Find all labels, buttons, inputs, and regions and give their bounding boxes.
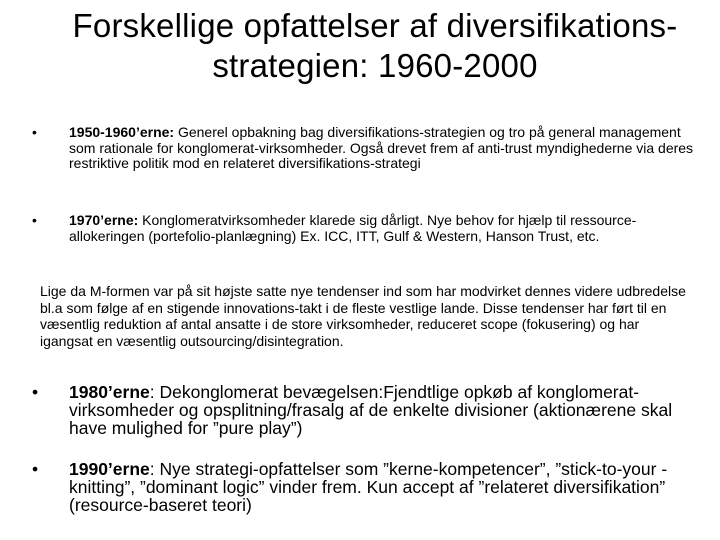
- bullet-icon: •: [32, 212, 37, 228]
- bullet-icon: •: [32, 459, 39, 479]
- bullet-body: : Nye strategi-opfattelser som ”kerne-kompetencer”, ”stick-to-your -knitting”, ”dominant logic” vinder frem. Kun accept af ”relateret diversifikation” (resource-baseret teori): [69, 459, 668, 515]
- bullet-lead: 1950-1960’erne:: [69, 124, 175, 140]
- bullet-lead: 1980’erne: [69, 382, 150, 402]
- bullet-body: Generel opbakning bag diversifikations-strategien og tro på general management som rationale for konglomerat-virksomheder. Også drevet frem af anti-trust myndighederne via deres restriktive politik mod en relateret diversifikations-strategi: [69, 124, 694, 171]
- bullet-text: [69, 383, 699, 437]
- bullet-text: [69, 213, 699, 244]
- bullet-icon: •: [32, 124, 37, 140]
- bullet-lead: 1990’erne: [69, 459, 150, 479]
- bullet-icon: •: [32, 382, 39, 402]
- bullet-body: Konglomeratvirksomheder klarede sig dårligt. Nye behov for hjælp til ressource-allokeringen (portefolio-planlægning) Ex. ICC, ITT, Gulf & Western, Hanson Trust, etc.: [69, 212, 637, 244]
- bullet-text: [69, 460, 699, 514]
- slide-title: Forskellige opfattelser af diversifikations-strategien: 1960-2000: [72, 7, 678, 84]
- body-paragraph: Lige da M-formen var på sit højste satte nye tendenser ind som har modvirket dennes videre udbredelse bl.a som følge af en stigende innovations-takt i de fleste vestlige lande. Disse tendenser har ført til en væsentlig reduktion af antal ansatte i de store virksomheder, reduceret scope (fokusering) og har igangsat en væsentlig outsourcing/disintegration.: [40, 283, 686, 349]
- bullet-body: : Dekonglomerat bevægelsen:Fjendtlige opkøb af konglomerat-virksomheder og opsplitning/frasalg af de enkelte divisioner (aktionærene skal have mulighed for ”pure play”): [69, 382, 673, 438]
- bullet-lead: 1970’erne:: [69, 212, 139, 228]
- bullet-text: [69, 125, 699, 172]
